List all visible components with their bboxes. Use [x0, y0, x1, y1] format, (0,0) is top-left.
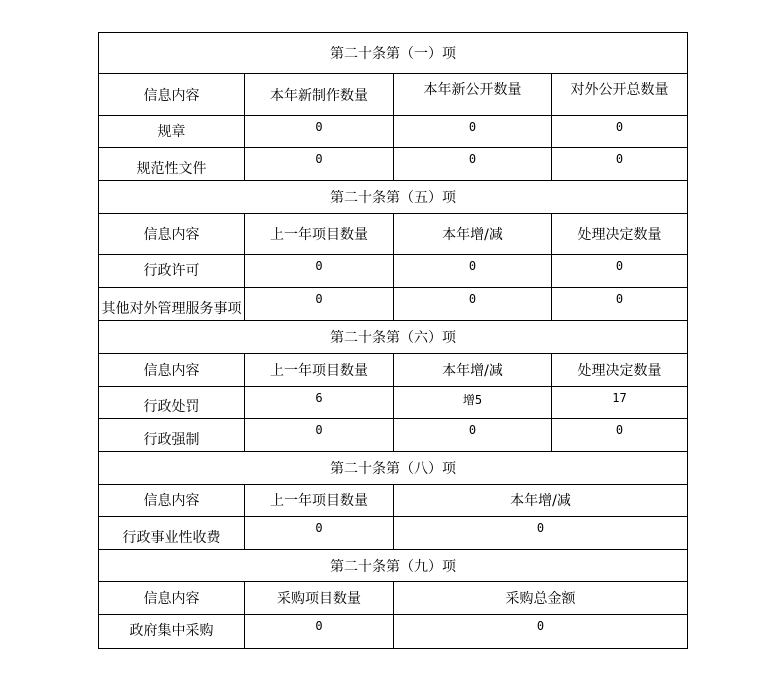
header-cell: 本年增/减 — [394, 485, 688, 517]
value-cell: 0 — [394, 116, 552, 148]
header-cell: 信息内容 — [99, 582, 245, 615]
row-label: 其他对外管理服务事项 — [99, 288, 245, 321]
value-cell: 0 — [394, 517, 688, 550]
header-cell: 处理决定数量 — [552, 354, 688, 387]
value-cell: 17 — [552, 387, 688, 419]
value-cell: 增5 — [394, 387, 552, 419]
value-cell: 0 — [394, 615, 688, 649]
section-title: 第二十条第（八）项 — [99, 452, 688, 485]
header-cell: 采购项目数量 — [245, 582, 394, 615]
row-label: 规范性文件 — [99, 148, 245, 181]
value-cell: 0 — [394, 419, 552, 452]
row-label: 政府集中采购 — [99, 615, 245, 649]
value-cell: 0 — [394, 288, 552, 321]
header-cell: 对外公开总数量 — [552, 74, 688, 116]
header-cell: 本年增/减 — [394, 354, 552, 387]
value-cell: 0 — [394, 255, 552, 288]
value-cell: 0 — [245, 517, 394, 550]
value-cell: 0 — [552, 148, 688, 181]
section-title: 第二十条第（一）项 — [99, 33, 688, 74]
header-cell: 信息内容 — [99, 354, 245, 387]
section-title: 第二十条第（六）项 — [99, 321, 688, 354]
value-cell: 0 — [245, 288, 394, 321]
value-cell: 0 — [552, 419, 688, 452]
header-cell: 上一年项目数量 — [245, 485, 394, 517]
value-cell: 0 — [245, 116, 394, 148]
row-label: 行政事业性收费 — [99, 517, 245, 550]
row-label: 行政许可 — [99, 255, 245, 288]
row-label: 行政处罚 — [99, 387, 245, 419]
header-cell: 信息内容 — [99, 74, 245, 116]
disclosure-table — [98, 32, 688, 649]
header-cell: 处理决定数量 — [552, 214, 688, 255]
header-cell: 上一年项目数量 — [245, 354, 394, 387]
header-cell: 本年新制作数量 — [245, 74, 394, 116]
value-cell: 0 — [245, 148, 394, 181]
value-cell: 0 — [245, 255, 394, 288]
value-cell: 0 — [245, 615, 394, 649]
header-cell: 信息内容 — [99, 214, 245, 255]
header-cell: 上一年项目数量 — [245, 214, 394, 255]
value-cell: 0 — [394, 148, 552, 181]
header-cell: 本年新公开数量 — [394, 74, 552, 116]
value-cell: 0 — [552, 288, 688, 321]
value-cell: 6 — [245, 387, 394, 419]
header-cell: 采购总金额 — [394, 582, 688, 615]
value-cell: 0 — [245, 419, 394, 452]
value-cell: 0 — [552, 255, 688, 288]
value-cell: 0 — [552, 116, 688, 148]
header-cell: 本年增/减 — [394, 214, 552, 255]
row-label: 规章 — [99, 116, 245, 148]
row-label: 行政强制 — [99, 419, 245, 452]
section-title: 第二十条第（九）项 — [99, 550, 688, 582]
header-cell: 信息内容 — [99, 485, 245, 517]
section-title: 第二十条第（五）项 — [99, 181, 688, 214]
